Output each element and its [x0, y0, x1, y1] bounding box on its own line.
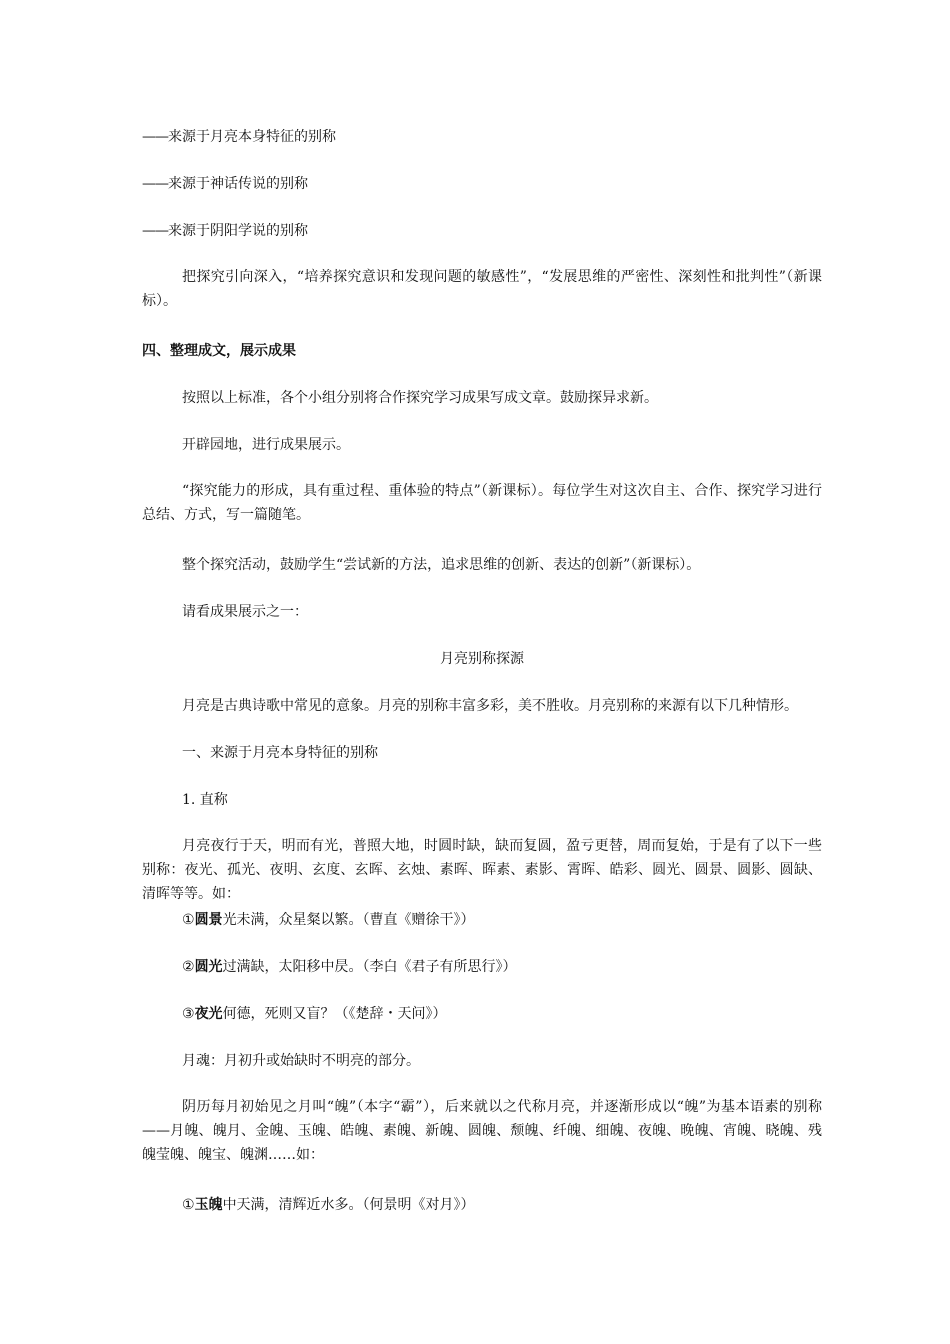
- dash: ——: [142, 129, 168, 145]
- dash: ——: [142, 223, 168, 239]
- example-number: ②: [182, 959, 195, 975]
- example-text: 过满缺，太阳移中昃。（李白《君子有所思行》）: [222, 959, 517, 975]
- example-term: 圆光: [194, 959, 223, 975]
- example-text: 何德，死则又盲？（《楚辞・天问》）: [222, 1006, 447, 1022]
- paragraph-garden: 开辟园地，进行成果展示。: [182, 437, 350, 453]
- example-line: [182, 958, 862, 977]
- example-number: ①: [182, 1197, 195, 1213]
- example-text: 中天满，清辉近水多。（何景明《对月》）: [222, 1197, 475, 1213]
- example-term: 玉魄: [194, 1197, 223, 1213]
- source-text: 来源于阴阳学说的别称: [168, 223, 308, 239]
- paragraph-deepen: 把探究引向深入，“培养探究意识和发现问题的敏感性”，“发展思维的严密性、深刻性和批判性”（新课标）。: [142, 269, 822, 309]
- paragraph-standard: 按照以上标准，各个小组分别将合作探究学习成果写成文章。鼓励探异求新。: [182, 390, 658, 406]
- example-term: 夜光: [194, 1006, 223, 1022]
- example-line: [182, 1005, 862, 1024]
- paragraph-see-results: 请看成果展示之一：: [182, 604, 308, 620]
- paragraph-ability: “探究能力的形成，具有重过程、重体验的特点”（新课标）。每位学生对这次自主、合作、探究学习进行总结、方式，写一篇随笔。: [142, 483, 822, 523]
- source-item-myth: [142, 175, 822, 194]
- paragraph-direct-names: 月亮夜行于天，明而有光，普照大地，时圆时缺，缺而复圆，盈亏更替，周而复始，于是有了以下一些别称：夜光、孤光、夜明、玄度、玄晖、玄烛、素晖、晖素、素影、霄晖、皓彩、圆光、圆景、圆影、圆缺、清晖等等。如：: [142, 838, 822, 902]
- essay-title: 月亮别称探源: [440, 651, 524, 667]
- paragraph-intro: 月亮是古典诗歌中常见的意象。月亮的别称丰富多彩，美不胜收。月亮别称的来源有以下几种情形。: [182, 698, 798, 714]
- essay-subsection-1: 1. 直称: [182, 792, 228, 808]
- section-heading-4: 四、整理成文，展示成果: [142, 343, 296, 359]
- example-number: ①: [182, 912, 195, 928]
- dash: ——: [142, 176, 168, 192]
- paragraph-yuepo: 月魂：月初升或始缺时不明亮的部分。: [182, 1053, 420, 1069]
- paragraph-lunar-po: 阴历每月初始见之月叫“魄”（本字“霸”），后来就以之代称月亮，并逐渐形成以“魄”为基本语素的别称——月魄、魄月、金魄、玉魄、皓魄、素魄、新魄、圆魄、颓魄、纤魄、细魄、夜魄、晚魄、宵魄、晓魄、残魄莹魄、魄宝、魄渊……如：: [142, 1099, 822, 1163]
- example-number: ③: [182, 1006, 195, 1022]
- source-item-yinyang: [142, 222, 822, 241]
- source-item-features: [142, 128, 822, 147]
- source-text: 来源于神话传说的别称: [168, 176, 308, 192]
- example-term: 圆景: [194, 912, 223, 928]
- source-text: 来源于月亮本身特征的别称: [168, 129, 336, 145]
- example-text: 光未满，众星粲以繁。（曹直《赠徐干》）: [222, 912, 475, 928]
- paragraph-whole-activity: 整个探究活动，鼓励学生“尝试新的方法，追求思维的创新、表达的创新”（新课标）。: [182, 557, 701, 573]
- example-line: [182, 911, 862, 930]
- example-line: [182, 1196, 862, 1215]
- essay-section-1: 一、来源于月亮本身特征的别称: [182, 745, 378, 761]
